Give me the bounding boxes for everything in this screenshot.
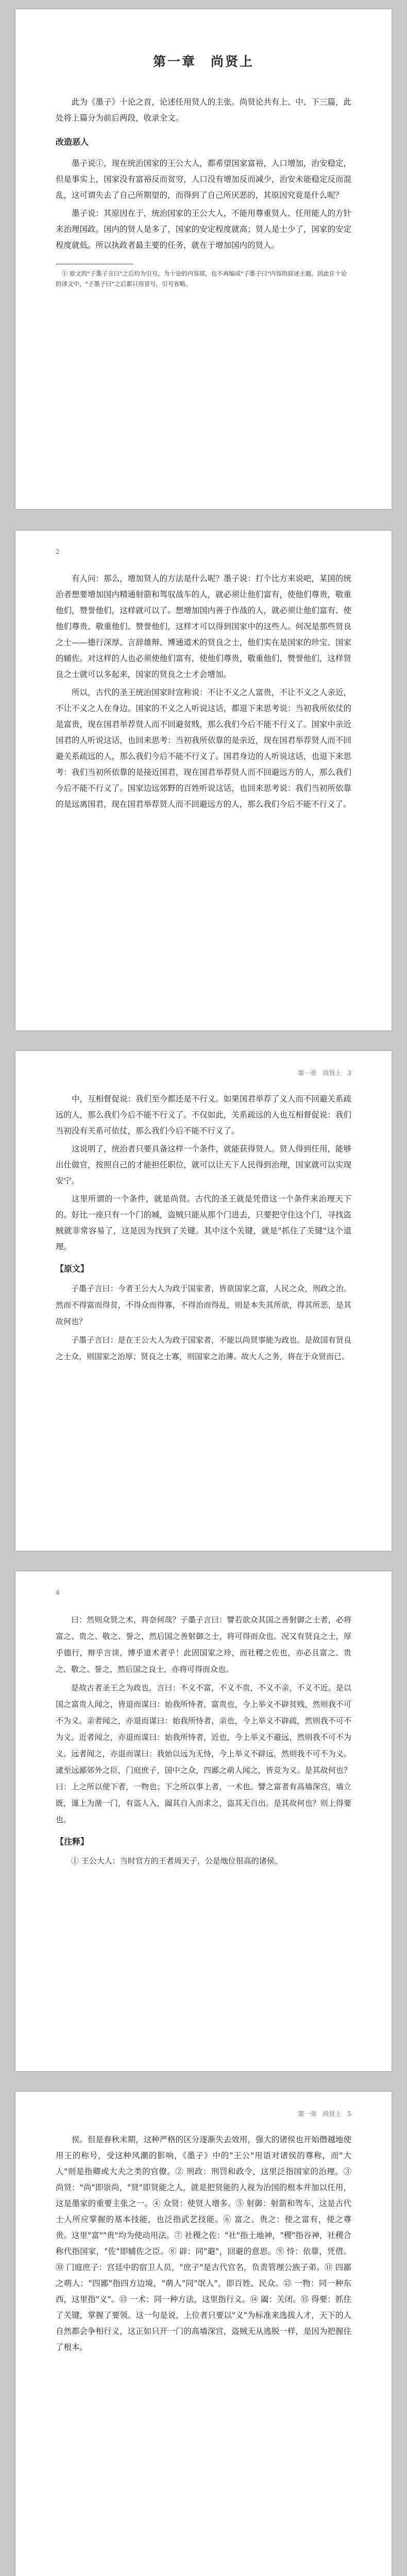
page-1 <box>15 9 392 509</box>
page-3-content <box>56 1091 351 1367</box>
page-number: 2 <box>56 548 60 555</box>
chapter-title: 第一章 尚贤上 <box>152 54 254 69</box>
paragraph: 这说明了，统治者只要具备这样一个条件，就能获得贤人。贤人得到任用，能够出仕做官，按照自己的才能担任职位，就可以让天下人民得到治理，国家就可以实现安宁。 <box>56 1144 351 1185</box>
original-paragraph: 子墨子言曰：今者王公大人为政于国家者，皆欲国家之富，人民之众，刑政之治。然而不得富而得贫，不得众而得寡，不得治而得乱，则是本失其所欲，得其所恶，是其故何也？ <box>56 1284 351 1326</box>
page-5-content <box>56 2132 351 2358</box>
original-paragraph: 子墨子言曰：是在王公大人为政于国家者，不能以尚贤事能为政也。是故国有贤良之士众，则国家之治厚；贤良之士寡，则国家之治薄。故大人之务，将在于众贤而已。 <box>56 1335 351 1361</box>
note-item: ① 王公大人：当时官方的王者周天子，公是地位很高的诸侯。 <box>71 1856 282 1866</box>
original-paragraph: 曰：然则众贤之术，将奈何哉？子墨子言曰：譬若欲众其国之善射御之士者，必将富之、贵之、敬之、誉之，然后国之善射御之士，将可得而众也。况又有贤良之士，厚乎德行，辩乎言谈，博乎道术者乎！此固国家之珍，而社稷之佐也，亦必且富之、贵之、敬之、誉之，然后国之良士，亦将可得而众也。 <box>56 1615 351 1674</box>
paragraph: 这里所谓的一个条件，就是尚贤。古代的圣王就是凭借这一个条件来治理天下的。好比一座只有一个门的城，盗贼只能从那个门进去，只要把守住这个门，寻找盗贼就非常容易了，这是因为找到了关键。其中这个关键，就是"抓住了关键"这个道理。 <box>56 1194 351 1251</box>
paragraph: 所以，古代的圣王统治国家时宣称说：不让不义之人富贵，不让不义之人亲近，不让不义之人在身边。国家的不义之人听说这话，都退下来思考说：当初我所依仗的是富贵，现在国君举荐贤人而不回避贫贱，那么我们今后不能不行义了。国家中亲近国君的人听说这话，也回来思考：当初我所依靠的是亲近，现在国君举荐贤人而不回避关系疏远的人，那么我们今后不能不行义了。国君身边的人听说这话，也退下来思考：我们当初所依靠的是接近国君，现在国君举荐贤人而不回避远方的人，那么我们今后不能不行义了。国家边远郊野的百姓听说这话，也回来思考说：我们当初所依靠的是远离国君，现在国君举荐贤人而不回避远方的人，那么我们今后不能不行义了。 <box>56 688 351 809</box>
page-2-content <box>56 571 351 815</box>
notes-label: 【注释】 <box>56 1837 89 1846</box>
page-4 <box>15 1571 392 2071</box>
paragraph: 有人问：那么，增加贤人的方法是什么呢？墨子说：打个比方来说吧，某国的统治者想要增加国内精通射箭和驾驭战车的人，就必须让他们富有，使他们尊贵，敬重他们，赞誉他们，这样就可以了。想增加国内善于作战的人，就必须让他们富有、使他们尊贵、敬重他们、赞誉他们，这样才可以得到国家中的这些人。何况是那些贤良之士——德行深厚、言辞雄辩、博通道术的贤良之士，他们实在是国家的珍宝、国家的辅佐。对这样的人也必须使他们富有，使他们尊贵，敬重他们，赞誉他们，这样贤良之士就可以多起来，国家的贤良之士才会增加。 <box>56 574 351 679</box>
page-number: 4 <box>56 1589 60 1596</box>
paragraph: 侯。但是春秋末期，这种严格的区分逐渐失去效用，强大的诸侯也开始僭越地使用王的称号，受这种风潮的影响，《墨子》中的"王公"用语对诸侯的尊称，而"大人"则是指卿或大夫之类的官僚。② 刑政：刑罚和政令，这里泛指国家的治理。③ 尚贤："尚"即崇尚，"贤"即贤能之人，就是把贤能的人视为治国的根本并加以任用，这是墨家的重要主张之一。④ 众贤：使贤人增多。⑤ 射御：射箭和驾车，这是古代士人所应掌握的基本技能，也泛指武艺技能。⑥ 富之、贵之：使之富有，使之尊贵。这里"富""贵"均为使动用法。⑦ 社稷之佐："社"指土地神，"稷"指谷神，社稷合称代指国家，"佐"即辅佐之臣。⑧ 辟：同"避"，回避的意思。⑨ 恃：依靠，凭借。⑩ 门庭庶子：宫廷中的宿卫人员，"庶子"是古代官名，负责管理公族子弟。⑪ 四鄙之萌人："四鄙"指四方边境，"萌人"同"氓人"，即百姓、民众。⑫ 一物：同一种东西，这里指"义"。⑬ 一术：同一种方法，这里指行义。⑭ 阖：关闭。⑮ 得要：抓住了关键，掌握了要领。这一句是说，上位者只要以"义"为标准来选拔人才，天下的人自然都会争相行义，这正如只开一门的高墙深宫，盗贼无从逃脱一样，是因为把握住了根本。 <box>56 2135 351 2352</box>
section-heading: 改造恶人 <box>56 137 89 147</box>
original-text-label: 【原文】 <box>56 1264 89 1274</box>
page-5 <box>15 2092 392 2576</box>
paragraph: 墨子说①，现在统治国家的王公大人，都希望国家富裕，人口增加，治安稳定，但是事实上，国家没有富裕反而贫穷，人口没有增加反而减少，治安未能稳定反而混乱，这可谓失去了自己所期望的，而得到了自己所厌恶的，其原因究竟是什么呢？ <box>56 159 351 200</box>
running-head: 第一章 尚贤上 5 <box>298 2110 351 2117</box>
page-4-content <box>56 1612 351 1869</box>
footnote: ① 原文的"子墨子言曰"之后均为引号，为十论的内容部，也不再编成"子墨子曰"内容的叙述主题。因此在十论的译文中，"子墨子曰"之后都只用冒号，引号省略。 <box>56 270 347 287</box>
page-1-content <box>56 94 351 289</box>
running-head: 第一章 尚贤上 3 <box>298 1070 351 1077</box>
paragraph: 墨子说：其原因在于，统治国家的王公大人，不能用尊重贤人、任用能人的方针来治理国政。国内的贤人是多了，国家的安定程度就高；贤人是士少了，国家的安定程度就低。所以执政者最主要的任务，就在于增加国内的贤人。 <box>56 209 351 250</box>
page-3 <box>15 1051 392 1551</box>
page-2 <box>15 531 392 1030</box>
chapter-intro: 此为《墨子》十论之首，论述任用贤人的主张。尚贤论共有上、中、下三篇，此处将上篇分为前后两段，收录全文。 <box>56 97 351 123</box>
paragraph: 中，互相督促说：我们至今都还是不行义。如果国君举荐了义人而不回避关系疏远的人，那么我们今后不能不行义了。不仅如此，关系疏远的人也互相督促说：我们当初没有关系可依仗，那么我们今后不能不行义了。 <box>56 1094 351 1136</box>
original-paragraph: 是故古者圣王之为政也，言曰：不义不富，不义不贵，不义不亲，不义不近。是以国之富贵人闻之，皆退而谋曰：始我所恃者，富贵也，今上举义不辟贫贱，然则我不可不为义。亲者闻之，亦退而谋曰：始我所恃者，亲也，今上举义不辟疏，然则我不可不为义。近者闻之，亦退而谋曰：始我所恃者，近也，今上举义不避远，然则我不可不为义。远者闻之，亦退而谋曰：我始以远为无恃，今上举义不辟远，然则我不可不为义。逮至远鄙郊外之臣，门庭庶子，国中之众，四鄙之萌人闻之，皆竞为义。是其故何也？曰：上之所以使下者，一物也；下之所以事上者，一术也。譬之富者有高墙深宫，墙立既，谨上为凿一门，有盗人入，阖其自入而求之，盗其无自出。是其故何也？则上得要也。 <box>56 1683 351 1824</box>
